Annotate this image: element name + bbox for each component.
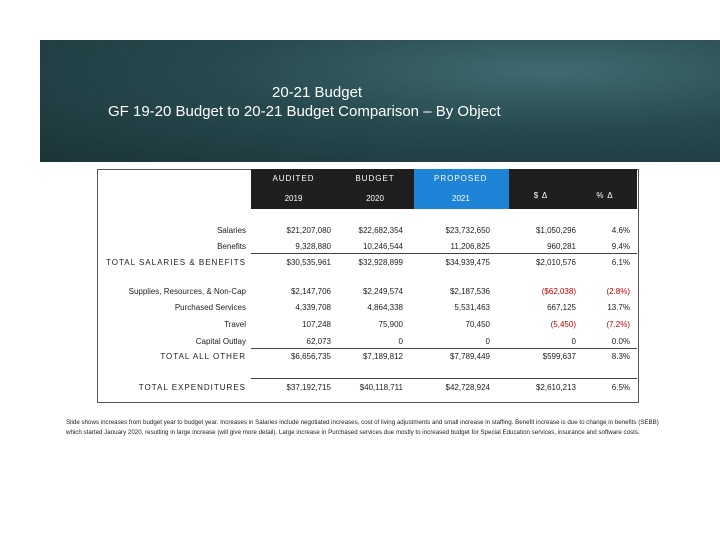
table-cell: 6.5% xyxy=(611,383,630,392)
header-label: BUDGET xyxy=(355,174,395,183)
header-year: 2020 xyxy=(366,194,384,203)
table-cell: 107,248 xyxy=(302,320,331,329)
slide-title: 20-21 Budget xyxy=(272,84,363,101)
table-cell: $23,732,650 xyxy=(445,226,490,235)
separator-line xyxy=(251,348,637,349)
row-label: TOTAL EXPENDITURES xyxy=(138,383,246,392)
row-label: Benefits xyxy=(217,242,246,251)
table-cell: 9,328,880 xyxy=(295,242,331,251)
row-label: Purchased Services xyxy=(174,303,246,312)
table-cell: $6,656,735 xyxy=(290,352,331,361)
header-year: 2021 xyxy=(452,194,470,203)
row-label: Capital Outlay xyxy=(195,337,246,346)
table-cell: (7.2%) xyxy=(606,320,630,329)
table-cell: $2,249,574 xyxy=(362,287,403,296)
header-label: % Δ xyxy=(596,191,614,200)
header-dollar-change xyxy=(509,169,573,209)
table-cell: 70,450 xyxy=(465,320,490,329)
table-cell: $42,728,924 xyxy=(445,383,490,392)
header-percent-change xyxy=(573,169,637,209)
table-cell: $599,637 xyxy=(542,352,576,361)
table-cell: $37,192,715 xyxy=(286,383,331,392)
table-cell: 8.3% xyxy=(611,352,630,361)
table-cell: (2.8%) xyxy=(606,287,630,296)
slide-subtitle: GF 19-20 Budget to 20-21 Budget Comparison – By Object xyxy=(108,103,501,120)
table-cell: $2,010,576 xyxy=(535,258,576,267)
table-cell: $22,682,354 xyxy=(358,226,403,235)
header-budget xyxy=(336,169,414,209)
title-banner xyxy=(40,40,720,162)
row-label: Travel xyxy=(224,320,246,329)
table-cell: 0 xyxy=(398,337,403,346)
table-cell: ($62,038) xyxy=(541,287,576,296)
table-cell: $34,939,475 xyxy=(445,258,490,267)
table-cell: 4,864,338 xyxy=(367,303,403,312)
table-cell: $2,610,213 xyxy=(535,383,576,392)
header-label: AUDITED xyxy=(272,174,315,183)
slide-notes: Slide shows increases from budget year to budget year. Increases in Salaries include negotiated increases, cost of living adjustments and small increase in staffing. Benefit increase is due to change in benefits (SEBB) which started January 2020, resulting in large increase (will give more detail). Large increase in Purchased services due mostly to increased budget for Special Education services, insurance and software costs. xyxy=(66,419,659,436)
row-label: TOTAL ALL OTHER xyxy=(160,352,246,361)
row-label: Salaries xyxy=(217,226,246,235)
table-cell: 0 xyxy=(485,337,490,346)
table-cell: $32,928,899 xyxy=(358,258,403,267)
table-cell: 9.4% xyxy=(611,242,630,251)
table-cell: 10,246,544 xyxy=(362,242,403,251)
table-cell: 13.7% xyxy=(607,303,630,312)
table-cell: 75,900 xyxy=(378,320,403,329)
table-cell: $7,189,812 xyxy=(362,352,403,361)
table-cell: 6.1% xyxy=(611,258,630,267)
table-cell: $30,535,961 xyxy=(286,258,331,267)
table-cell: $2,187,536 xyxy=(449,287,490,296)
header-year: 2019 xyxy=(284,194,303,203)
table-cell: 960,281 xyxy=(547,242,576,251)
header-audited xyxy=(251,169,336,209)
table-cell: 4,339,708 xyxy=(295,303,331,312)
table-cell: (5,450) xyxy=(550,320,576,329)
row-label: TOTAL SALARIES & BENEFITS xyxy=(106,258,246,267)
table-cell: $7,789,449 xyxy=(449,352,490,361)
table-cell: $40,118,711 xyxy=(359,383,403,392)
table-cell: 11,206,825 xyxy=(450,242,490,251)
table-cell: 4.6% xyxy=(611,226,630,235)
row-label: Supplies, Resources, & Non-Cap xyxy=(128,287,246,296)
table-cell: $1,050,296 xyxy=(535,226,576,235)
table-cell: $21,207,080 xyxy=(286,226,331,235)
table-cell: $2,147,706 xyxy=(290,287,331,296)
separator-line xyxy=(251,378,637,379)
header-label: $ Δ xyxy=(533,191,549,200)
table-cell: 5,531,463 xyxy=(454,303,490,312)
table-cell: 0 xyxy=(571,337,576,346)
separator-line xyxy=(251,253,637,254)
header-label: PROPOSED xyxy=(434,174,488,183)
table-cell: 0.0% xyxy=(611,337,630,346)
table-cell: 667,125 xyxy=(547,303,576,312)
header-proposed xyxy=(414,169,509,209)
table-cell: 62,073 xyxy=(306,337,331,346)
